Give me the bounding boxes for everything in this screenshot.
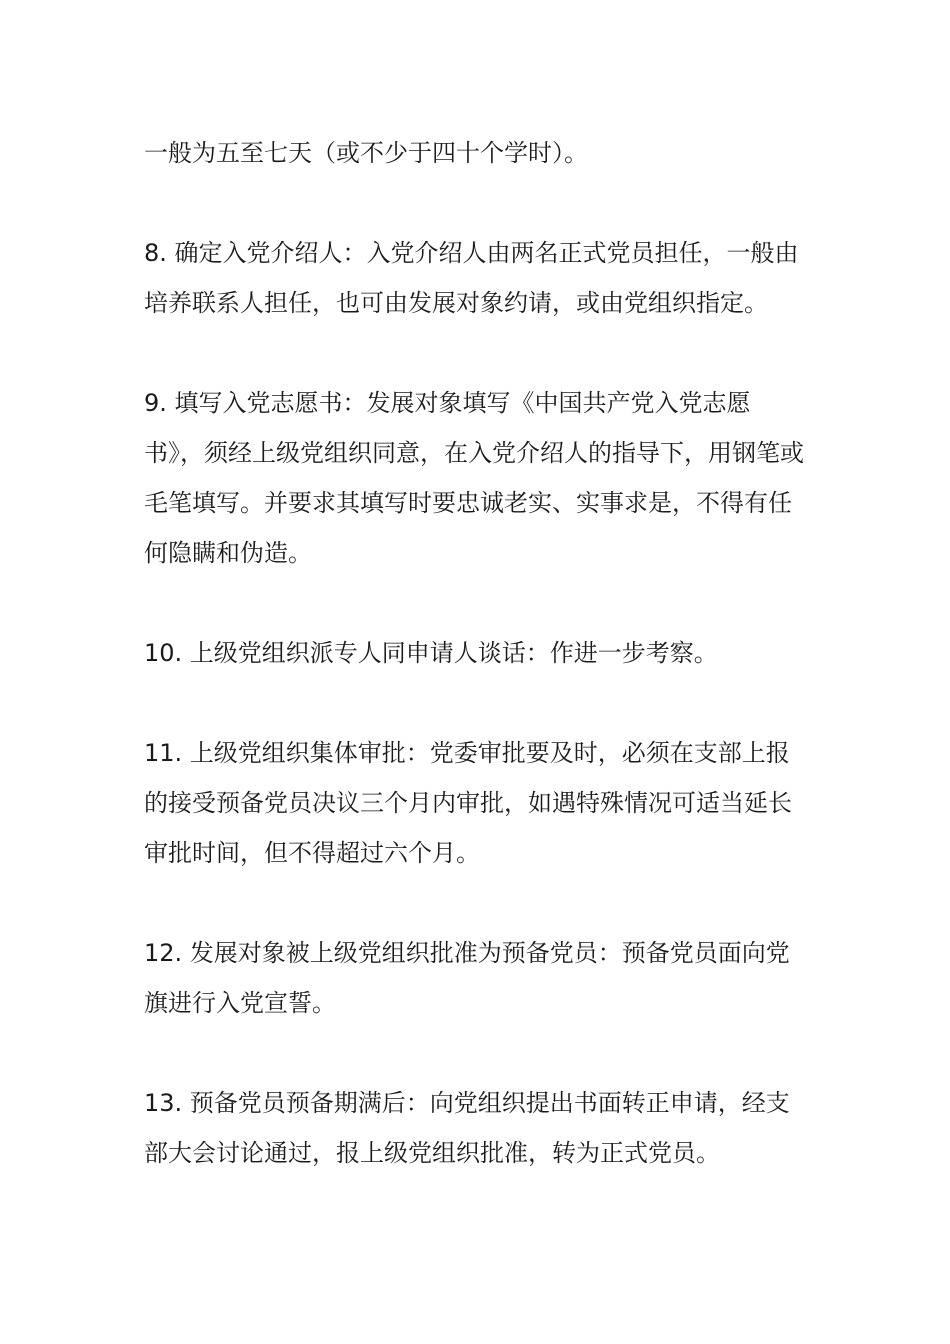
paragraph-step-8: 8. 确定入党介绍人：入党介绍人由两名正式党员担任，一般由培养联系人担任，也可由发展对象约请，或由党组织指定。 (144, 239, 799, 317)
paragraph-step-12: 12. 发展对象被上级党组织批准为预备党员：预备党员面向党旗进行入党宣誓。 (144, 939, 790, 1017)
paragraph-step-13: 13. 预备党员预备期满后：向党组织提出书面转正申请，经支部大会讨论通过，报上级党组织批准，转为正式党员。 (144, 1089, 790, 1167)
paragraph-step-9: 9. 填写入党志愿书：发展对象填写《中国共产党入党志愿书》，须经上级党组织同意，在入党介绍人的指导下，用钢笔或毛笔填写。并要求其填写时要忠诚老实、实事求是，不得有任何隐瞒和伪造。 (144, 389, 804, 567)
paragraph-step-11: 11. 上级党组织集体审批：党委审批要及时，必须在支部上报的接受预备党员决议三个月内审批，如遇特殊情况可适当延长审批时间，但不得超过六个月。 (144, 739, 792, 867)
paragraph-step-10: 10. 上级党组织派专人同申请人谈话：作进一步考察。 (144, 639, 718, 667)
paragraph-continuation: 一般为五至七天（或不少于四十个学时）。 (144, 139, 588, 167)
document-body (144, 128, 810, 1228)
